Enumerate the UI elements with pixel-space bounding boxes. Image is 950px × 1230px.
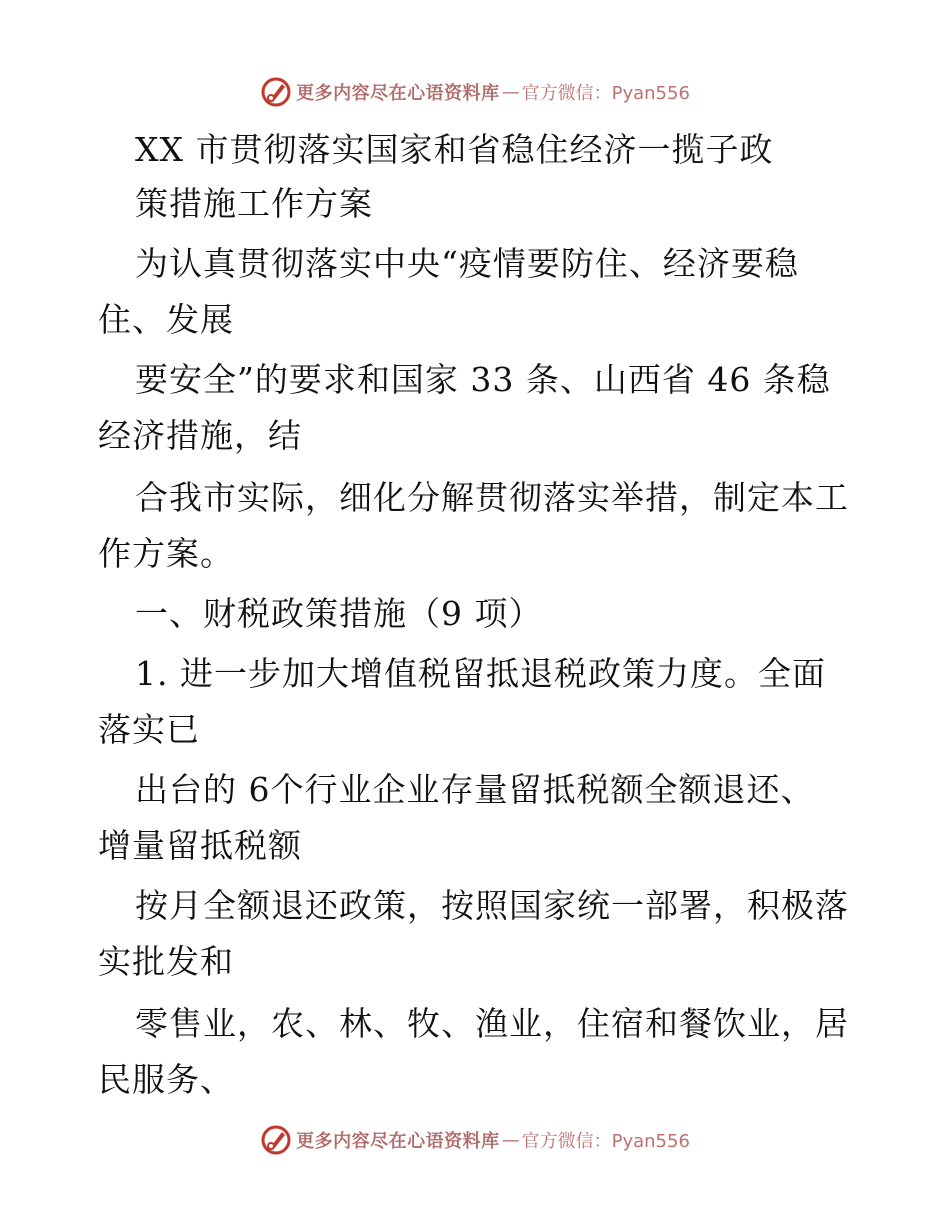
watermark-contact-text: 官方微信：Pyan556 bbox=[521, 1131, 690, 1152]
watermark-dash: — bbox=[501, 1129, 520, 1151]
paragraph-line: 要安全”的要求和国家 33 条、山西省 46 条稳 bbox=[135, 360, 831, 399]
paragraph-line: 1. 进一步加大增值税留抵退税政策力度。全面 bbox=[135, 654, 826, 693]
paragraph-line: 作方案。 bbox=[98, 534, 234, 573]
paragraph-line: 民服务、 bbox=[98, 1060, 234, 1099]
paragraph-line: 出台的 6个行业企业存量留抵税额全额退还、 bbox=[135, 770, 815, 809]
paragraph-line: 实批发和 bbox=[98, 942, 234, 981]
paragraph-line: 经济措施，结 bbox=[98, 416, 302, 455]
footer-watermark bbox=[0, 1120, 950, 1160]
header-watermark bbox=[0, 72, 950, 112]
paragraph-line: 住、发展 bbox=[98, 300, 234, 339]
pen-logo-icon bbox=[260, 76, 292, 108]
watermark-contact-text: 官方微信：Pyan556 bbox=[521, 83, 690, 104]
watermark-site-text: 更多内容尽在心语资料库 bbox=[296, 1131, 500, 1152]
section-heading: 一、财税政策措施（9 项） bbox=[135, 594, 543, 633]
paragraph-line: 落实已 bbox=[98, 710, 200, 749]
watermark-site-text: 更多内容尽在心语资料库 bbox=[296, 83, 500, 104]
title-line-1: XX 市贯彻落实国家和省稳住经济一揽子政 bbox=[135, 130, 774, 169]
title-line-2: 策措施工作方案 bbox=[135, 184, 373, 223]
paragraph-line: 合我市实际，细化分解贯彻落实举措，制定本工 bbox=[135, 478, 849, 517]
paragraph-line: 按月全额退还政策，按照国家统一部署，积极落 bbox=[135, 886, 849, 925]
paragraph-line: 零售业，农、林、牧、渔业，住宿和餐饮业，居 bbox=[135, 1004, 849, 1043]
paragraph-line: 增量留抵税额 bbox=[98, 826, 302, 865]
paragraph-line: 为认真贯彻落实中央“疫情要防住、经济要稳 bbox=[135, 244, 799, 283]
pen-logo-icon bbox=[260, 1124, 292, 1156]
watermark-dash: — bbox=[501, 81, 520, 103]
